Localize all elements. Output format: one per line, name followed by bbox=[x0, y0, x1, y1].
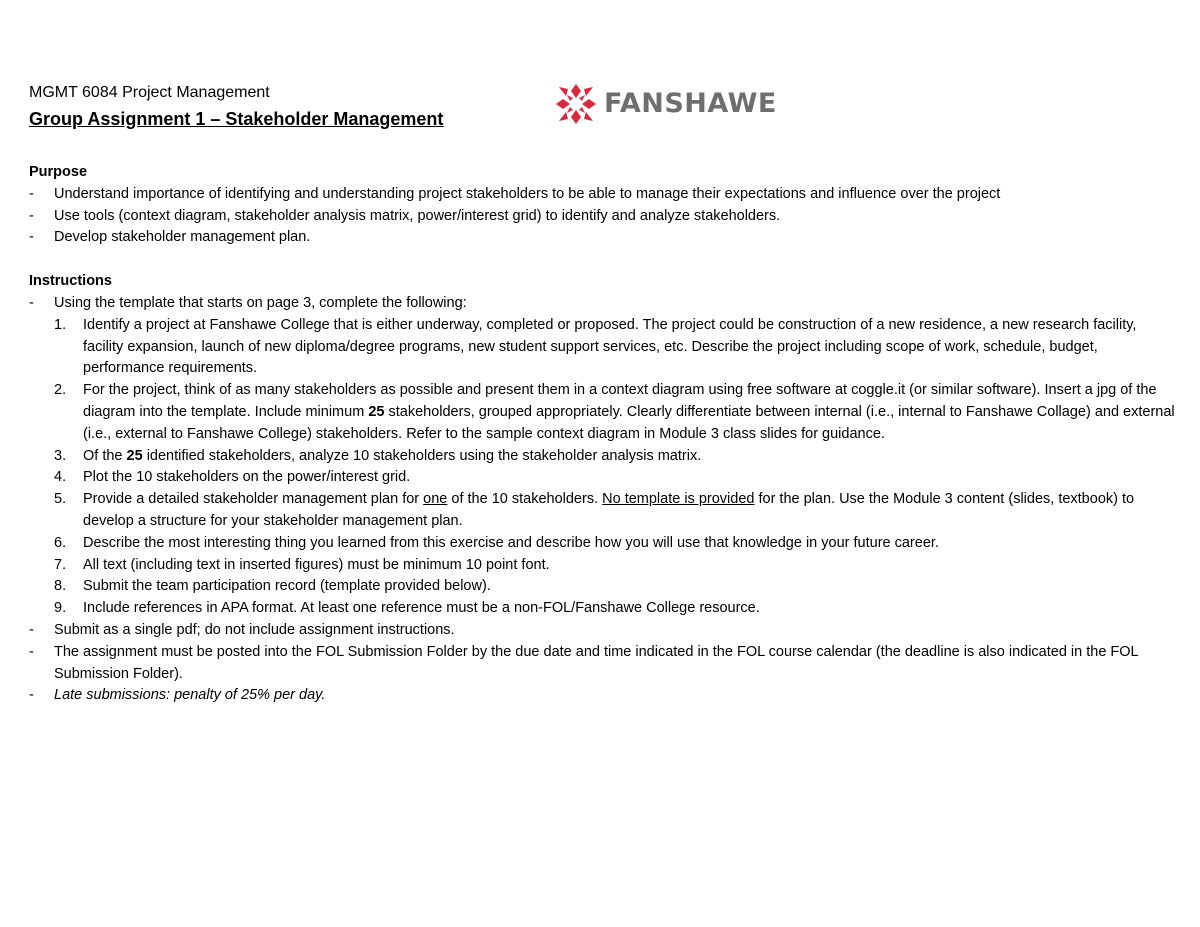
step-number: 5. bbox=[54, 491, 67, 508]
bullet-dash: - bbox=[29, 185, 34, 202]
step-item: 1. Identify a project at Fanshawe College that is either underway, completed or proposed. The project could be construction of a new residence, a new research facility, facility expansion, launch of new diploma/degree programs, new student support services, etc. Describe the project including scope of work, schedule, budget, performance requirements. bbox=[54, 316, 1137, 377]
step-item: 2. For the project, think of as many stakeholders as possible and present them in a context diagram using free software at coggle.it (or similar software). Insert a jpg of the diagram into the template. Include minimum 25 stakeholders, grouped appropriately. Clearly differentiate between internal (i.e., internal to Fanshawe Collage) and external (i.e., external to Fanshawe College) stakeholders. Refer to the sample context diagram in Module 3 class slides for guidance. bbox=[54, 382, 1175, 442]
step-item: 4. Plot the 10 stakeholders on the power/interest grid. bbox=[29, 467, 1179, 489]
step-number: 3. bbox=[54, 447, 67, 464]
bullet-dash: - bbox=[29, 294, 34, 311]
step-number: 1. bbox=[54, 316, 67, 333]
assignment-title: Group Assignment 1 – Stakeholder Management bbox=[29, 109, 444, 129]
fanshawe-logo-icon bbox=[552, 80, 600, 128]
logo-wordmark: FANSHAWE bbox=[604, 88, 777, 120]
purpose-item: - Use tools (context diagram, stakeholder analysis matrix, power/interest grid) to identify and analyze stakeholders. bbox=[29, 206, 1179, 228]
step-item: 6. Describe the most interesting thing you learned from this exercise and describe how you will use that knowledge in your future career. bbox=[29, 533, 1179, 555]
bullet-dash: - bbox=[29, 621, 34, 638]
assignment-body bbox=[29, 162, 1179, 707]
step-number: 8. bbox=[54, 578, 67, 595]
purpose-heading: Purpose bbox=[29, 164, 88, 180]
step-number: 9. bbox=[54, 600, 67, 617]
step-number: 2. bbox=[54, 382, 67, 399]
instructions-item: - Submit as a single pdf; do not include assignment instructions. bbox=[29, 620, 1179, 642]
bullet-dash: - bbox=[29, 229, 34, 246]
step-item: 7. All text (including text in inserted figures) must be minimum 10 point font. bbox=[29, 555, 1179, 577]
instructions-intro: - Using the template that starts on page 3, complete the following: bbox=[29, 293, 1179, 315]
step-item: 5. Provide a detailed stakeholder management plan for one of the 10 stakeholders. No template is provided for the plan. Use the Module 3 content (slides, textbook) to develop a structure for your stakeholder management plan. bbox=[54, 491, 1135, 529]
bullet-dash: - bbox=[29, 207, 34, 224]
late-policy: - Late submissions: penalty of 25% per day. bbox=[29, 685, 1179, 707]
fanshawe-logo bbox=[552, 78, 777, 130]
purpose-item: - Develop stakeholder management plan. bbox=[29, 227, 1179, 249]
step-item: 9. Include references in APA format. At least one reference must be a non-FOL/Fanshawe College resource. bbox=[29, 598, 1179, 620]
instruction-steps bbox=[29, 315, 1179, 620]
step-number: 7. bbox=[54, 556, 67, 573]
purpose-item: - Understand importance of identifying and understanding project stakeholders to be able to manage their expectations and influence over the project bbox=[29, 184, 1179, 206]
instructions-item: - The assignment must be posted into the FOL Submission Folder by the due date and time indicated in the FOL course calendar (the deadline is also indicated in the FOL Submission Folder). bbox=[29, 643, 1139, 682]
instructions-heading: Instructions bbox=[29, 273, 112, 290]
step-item: 3. Of the 25 identified stakeholders, analyze 10 stakeholders using the stakeholder analysis matrix. bbox=[29, 446, 1179, 468]
bullet-dash: - bbox=[29, 687, 34, 704]
step-number: 6. bbox=[54, 534, 67, 551]
bullet-dash: - bbox=[29, 643, 34, 660]
course-title: MGMT 6084 Project Management bbox=[29, 84, 270, 101]
step-item: 8. Submit the team participation record (template provided below). bbox=[29, 576, 1179, 598]
step-number: 4. bbox=[54, 469, 67, 486]
